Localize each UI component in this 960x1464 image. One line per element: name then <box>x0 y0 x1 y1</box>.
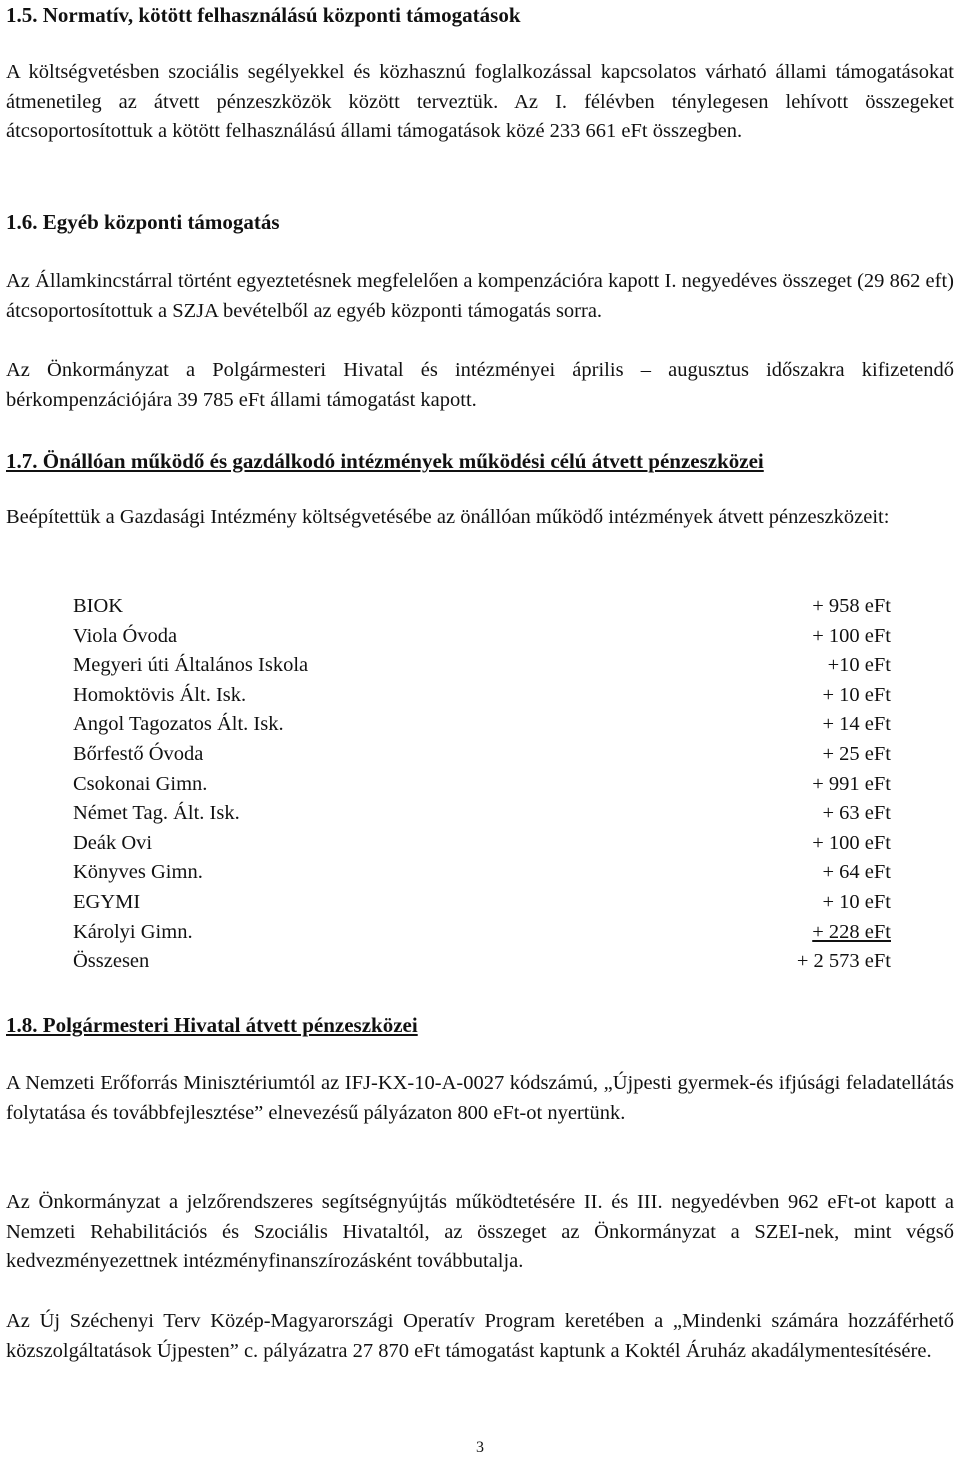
list-item <box>73 651 891 681</box>
institution-amount: + 991 eFt <box>812 772 891 795</box>
total-label: Összesen <box>73 950 150 973</box>
institution-amount: + 228 eFt <box>812 920 891 943</box>
list-item <box>73 799 891 829</box>
institution-name: Bőrfestő Óvoda <box>73 742 204 765</box>
section-1-7-heading: 1.7. Önállóan működő és gazdálkodó intézmények működési célú átvett pénzeszközei <box>6 449 764 473</box>
section-1-7-paragraph: Beépítettük a Gazdasági Intézmény költségvetésébe az önállóan működő intézmények átvett pénzeszközeit: <box>6 506 890 528</box>
section-1-5-paragraph: A költségvetésben szociális segélyekkel és közhasznú foglalkozással kapcsolatos várható állami támogatásokat átmenetileg az átvett pénzeszközök között terveztük. Az I. félévben ténylegesen lehívott összegeket átcsoportosítottuk a kötött felhasználású állami támogatások közé 233 661 eFt összegben. <box>6 61 954 142</box>
institution-amount: + 10 eFt <box>822 683 891 706</box>
institution-amount: + 63 eFt <box>822 802 891 825</box>
institution-amount: + 64 eFt <box>822 861 891 884</box>
section-1-6-heading: 1.6. Egyéb központi támogatás <box>6 210 280 234</box>
section-1-6-paragraph-1: Az Államkincstárral történt egyeztetésnek megfelelően a kompenzációra kapott I. negyedéves összeget (29 862 eft) átcsoportosítottuk a SZJA bevételből az egyéb központi támogatás sorra. <box>6 270 954 322</box>
list-item <box>73 858 891 888</box>
institution-name: Viola Óvoda <box>73 624 178 647</box>
institution-name: Német Tag. Ált. Isk. <box>73 802 240 825</box>
section-1-5-heading: 1.5. Normatív, kötött felhasználású központi támogatások <box>6 3 521 27</box>
total-amount: + 2 573 eFt <box>796 950 891 973</box>
list-item <box>73 770 891 800</box>
list-item <box>73 740 891 770</box>
section-1-8-heading: 1.8. Polgármesteri Hivatal átvett pénzeszközei <box>6 1013 418 1037</box>
list-item <box>73 888 891 918</box>
page-number: 3 <box>476 1439 484 1456</box>
institution-name: Angol Tagozatos Ált. Isk. <box>73 713 284 736</box>
institution-amount: + 14 eFt <box>822 713 891 736</box>
institution-amount: + 100 eFt <box>812 624 891 647</box>
institution-name: Homoktövis Ált. Isk. <box>73 683 247 706</box>
section-1-6-paragraph-2: Az Önkormányzat a Polgármesteri Hivatal és intézményei április – augusztus időszakra kifizetendő bérkompenzációjára 39 785 eFt állami támogatást kapott. <box>6 359 954 411</box>
institution-name: EGYMI <box>73 890 141 913</box>
section-1-8-paragraph-1: A Nemzeti Erőforrás Minisztériumtól az IFJ-KX-10-A-0027 kódszámú, „Újpesti gyermek-és ifjúsági feladatellátás folytatása és továbbfejlesztése” elnevezésű pályázaton 800 eFt-ot nyertünk. <box>6 1072 954 1124</box>
institution-name: Megyeri úti Általános Iskola <box>73 654 309 677</box>
institution-amount: + 958 eFt <box>812 595 891 617</box>
institution-name: Könyves Gimn. <box>73 861 203 884</box>
institution-amount: + 25 eFt <box>822 742 891 765</box>
institution-name: Deák Ovi <box>73 831 153 854</box>
list-item <box>73 829 891 859</box>
institution-amount-list <box>73 592 891 977</box>
total-row <box>73 947 891 977</box>
section-1-8-paragraph-2: Az Önkormányzat a jelzőrendszeres segítségnyújtás működtetésére II. és III. negyedévben 962 eFt-ot kapott a Nemzeti Rehabilitációs és Szociális Hivataltól, az összeget az Önkormányzat a SZEI-nek, mint végső kedvezményezettnek intézményfinanszírozásként továbbutalja. <box>6 1191 954 1272</box>
institution-name: Csokonai Gimn. <box>73 772 208 795</box>
institution-name: BIOK <box>73 595 124 617</box>
institution-amount: +10 eFt <box>827 654 891 677</box>
institution-amount: + 10 eFt <box>822 890 891 913</box>
list-item <box>73 681 891 711</box>
list-item <box>73 710 891 740</box>
institution-name: Károlyi Gimn. <box>73 920 193 943</box>
list-item <box>73 592 891 622</box>
list-item <box>73 918 891 948</box>
list-item <box>73 622 891 652</box>
section-1-8-paragraph-3: Az Új Széchenyi Terv Közép-Magyarországi Operatív Program keretében a „Mindenki számára hozzáférhető közszolgáltatások Újpesten” c. pályázatra 27 870 eFt támogatást kaptunk a Koktél Áruház akadálymentesítésére. <box>6 1310 954 1362</box>
institution-amount: + 100 eFt <box>812 831 891 854</box>
